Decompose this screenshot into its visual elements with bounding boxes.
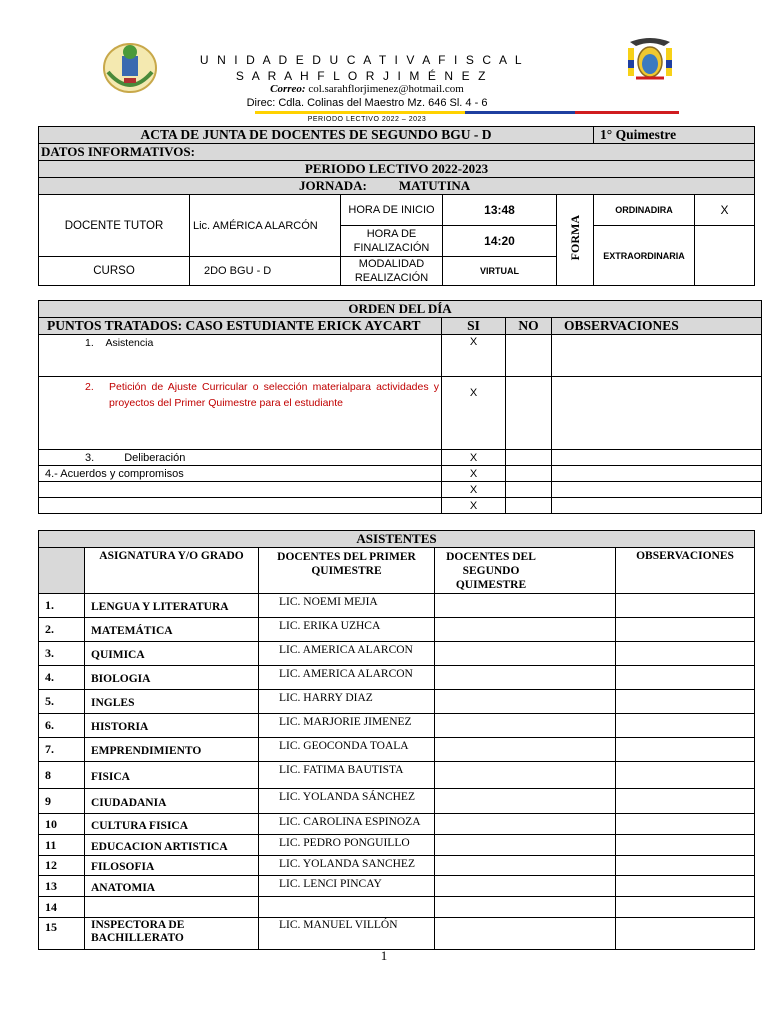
- orden-item-row: [39, 498, 762, 514]
- asistente-num: 15: [39, 918, 85, 950]
- asistente-docente-primer: LIC. MANUEL VILLÓN: [259, 918, 435, 950]
- orden-item-row: [39, 335, 762, 377]
- asistente-docente-primer: LIC. YOLANDA SÁNCHEZ: [259, 789, 435, 814]
- col-segundo: [435, 548, 616, 594]
- orden-item-obs: [552, 498, 762, 514]
- extraordinaria-mark: [695, 226, 755, 286]
- orden-item-obs: [552, 482, 762, 498]
- page-number: 1: [380, 948, 388, 963]
- asistente-asignatura: CULTURA FISICA: [85, 814, 259, 835]
- orden-item: [39, 482, 442, 498]
- asistente-docente-segundo: [435, 642, 616, 666]
- asistente-observacion: [616, 594, 755, 618]
- asistente-row: [39, 594, 755, 618]
- asistentes-title: ASISTENTES: [39, 531, 755, 548]
- periodo-lectivo: PERIODO LECTIVO 2022-2023: [39, 161, 755, 178]
- asistente-docente-primer: LIC. YOLANDA SANCHEZ: [259, 856, 435, 876]
- orden-item-num: 2.: [85, 381, 94, 393]
- asistente-num: 5.: [39, 690, 85, 714]
- orden-item-num: 4.-: [45, 467, 58, 480]
- datos-informativos: DATOS INFORMATIVOS:: [39, 144, 755, 161]
- asistentes-body: [39, 594, 755, 950]
- asistente-num: 10: [39, 814, 85, 835]
- asistente-docente-primer: LIC. MARJORIE JIMENEZ: [259, 714, 435, 738]
- asistente-row: [39, 666, 755, 690]
- asistente-docente-primer: LIC. ERIKA UZHCA: [259, 618, 435, 642]
- asistente-row: [39, 690, 755, 714]
- asistente-asignatura: HISTORIA: [85, 714, 259, 738]
- asistente-asignatura: EMPRENDIMIENTO: [85, 738, 259, 762]
- docente-tutor-value: Lic. AMÉRICA ALARCÓN: [190, 195, 341, 257]
- ordinaria-mark: X: [695, 195, 755, 226]
- school-name-line1: U N I D A D E D U C A T I V A F I S C A L: [199, 53, 525, 67]
- school-name-line2: S A R A H F L O R J I M É N E Z: [235, 69, 489, 83]
- orden-item-text: Asistencia: [105, 337, 154, 349]
- asistente-observacion: [616, 876, 755, 897]
- orden-item-row: [39, 466, 762, 482]
- asistente-docente-segundo: [435, 897, 616, 918]
- asistente-asignatura: QUIMICA: [85, 642, 259, 666]
- asistente-docente-segundo: [435, 594, 616, 618]
- asistente-num: 7.: [39, 738, 85, 762]
- orden-item-si: X: [442, 450, 506, 466]
- orden-item-obs: [552, 377, 762, 450]
- orden-item-row: [39, 377, 762, 450]
- col-obs: OBSERVACIONES: [616, 548, 755, 594]
- forma-label: FORMA: [567, 215, 582, 261]
- forma-cell: [557, 195, 594, 286]
- orden-item-row: [39, 482, 762, 498]
- asistente-docente-primer: LIC. LENCI PINCAY: [259, 876, 435, 897]
- asistente-asignatura: EDUCACION ARTISTICA: [85, 835, 259, 856]
- asistente-observacion: [616, 762, 755, 789]
- orden-item-si: X: [442, 482, 506, 498]
- orden-item-text: Acuerdos y compromisos: [60, 467, 184, 480]
- orden-item-obs: [552, 450, 762, 466]
- email-value: col.sarahflorjimenez@hotmail.com: [305, 83, 464, 95]
- asistente-num: 11: [39, 835, 85, 856]
- asistente-observacion: [616, 738, 755, 762]
- asistente-asignatura: ANATOMIA: [85, 876, 259, 897]
- asistente-num: 9: [39, 789, 85, 814]
- curso-label: CURSO: [39, 257, 190, 286]
- asistente-asignatura: MATEMÁTICA: [85, 618, 259, 642]
- asistente-row: [39, 876, 755, 897]
- asistente-docente-segundo: [435, 876, 616, 897]
- school-email: [0, 83, 734, 95]
- jornada-row: [39, 178, 755, 195]
- col-segundo-text: DOCENTES DEL SEGUNDO QUIMESTRE: [446, 551, 536, 591]
- asistente-row: [39, 918, 755, 950]
- asistente-docente-primer: LIC. NOEMI MEJIA: [259, 594, 435, 618]
- hora-inicio-value: 13:48: [443, 195, 557, 226]
- asistente-num: 14: [39, 897, 85, 918]
- asistente-asignatura: FISICA: [85, 762, 259, 789]
- orden-item-row: [39, 450, 762, 466]
- asistente-row: [39, 856, 755, 876]
- asistente-docente-segundo: [435, 714, 616, 738]
- orden-item-text: Petición de Ajuste Curricular o selección materialpara actividades y proyectos del Primer Quimestre para el estudiante: [109, 381, 439, 409]
- asistente-row: [39, 897, 755, 918]
- asistente-docente-segundo: [435, 666, 616, 690]
- asistente-docente-segundo: [435, 762, 616, 789]
- flag-stripe-blue: [465, 111, 575, 114]
- asistente-asignatura: INGLES: [85, 690, 259, 714]
- asistente-asignatura: INSPECTORA DE BACHILLERATO: [85, 918, 259, 950]
- acta-info-table: [38, 126, 755, 286]
- jornada-value: MATUTINA: [398, 178, 471, 193]
- asistente-docente-segundo: [435, 918, 616, 950]
- orden-title: ORDEN DEL DÍA: [39, 301, 762, 318]
- modalidad-label: MODALIDAD REALIZACIÓN: [341, 257, 443, 286]
- asistente-observacion: [616, 714, 755, 738]
- document-header: [0, 0, 768, 122]
- orden-item-no: [506, 377, 552, 450]
- asistente-asignatura: [85, 897, 259, 918]
- col-asignatura: ASIGNATURA Y/O GRADO: [85, 548, 259, 594]
- orden-item: [39, 466, 442, 482]
- asistente-row: [39, 714, 755, 738]
- asistente-docente-primer: LIC. HARRY DIAZ: [259, 690, 435, 714]
- asistente-asignatura: LENGUA Y LITERATURA: [85, 594, 259, 618]
- asistente-row: [39, 835, 755, 856]
- orden-item-si: X: [442, 335, 506, 377]
- asistente-observacion: [616, 835, 755, 856]
- asistente-observacion: [616, 666, 755, 690]
- orden-del-dia-table: [38, 300, 762, 514]
- asistente-docente-primer: [259, 897, 435, 918]
- asistente-row: [39, 618, 755, 642]
- asistente-num: 3.: [39, 642, 85, 666]
- asistente-row: [39, 814, 755, 835]
- orden-item: [39, 377, 442, 450]
- asistente-num: 12: [39, 856, 85, 876]
- docente-tutor-label: DOCENTE TUTOR: [39, 195, 190, 257]
- asistente-asignatura: CIUDADANIA: [85, 789, 259, 814]
- asistente-docente-primer: LIC. AMERICA ALARCON: [259, 642, 435, 666]
- orden-item-obs: [552, 466, 762, 482]
- asistente-docente-segundo: [435, 835, 616, 856]
- asistente-docente-segundo: [435, 618, 616, 642]
- asistente-docente-primer: LIC. FATIMA BAUTISTA: [259, 762, 435, 789]
- orden-item-no: [506, 335, 552, 377]
- extraordinaria-label: EXTRAORDINARIA: [594, 226, 695, 286]
- jornada-label: JORNADA:: [299, 178, 367, 193]
- asistente-row: [39, 642, 755, 666]
- asistente-num: 4.: [39, 666, 85, 690]
- periodo-small: PERIODO LECTIVO 2022 – 2023: [307, 116, 427, 123]
- asistente-asignatura: FILOSOFIA: [85, 856, 259, 876]
- orden-item-si: X: [442, 498, 506, 514]
- asistente-row: [39, 762, 755, 789]
- orden-item-num: 1.: [85, 337, 94, 349]
- orden-item-no: [506, 450, 552, 466]
- asistente-observacion: [616, 642, 755, 666]
- orden-item-no: [506, 498, 552, 514]
- asistente-num: 2.: [39, 618, 85, 642]
- asistente-docente-primer: LIC. GEOCONDA TOALA: [259, 738, 435, 762]
- orden-item-si: X: [442, 466, 506, 482]
- asistente-docente-segundo: [435, 690, 616, 714]
- asistente-observacion: [616, 814, 755, 835]
- asistente-observacion: [616, 690, 755, 714]
- quimestre-label: 1° Quimestre: [594, 127, 755, 144]
- asistente-docente-segundo: [435, 814, 616, 835]
- hora-fin-value: 14:20: [443, 226, 557, 257]
- modalidad-value: VIRTUAL: [443, 257, 557, 286]
- asistente-docente-segundo: [435, 856, 616, 876]
- si-header: SI: [442, 318, 506, 335]
- hora-inicio-label: HORA DE INICIO: [341, 195, 443, 226]
- orden-item-text: Deliberación: [124, 451, 186, 464]
- asistente-docente-primer: LIC. CAROLINA ESPINOZA: [259, 814, 435, 835]
- obs-header: OBSERVACIONES: [552, 318, 762, 335]
- asistente-docente-segundo: [435, 789, 616, 814]
- orden-item: [39, 335, 442, 377]
- school-address: Direc: Cdla. Colinas del Maestro Mz. 646 Sl. 4 - 6: [246, 97, 488, 109]
- asistente-observacion: [616, 897, 755, 918]
- curso-value: 2DO BGU - D: [190, 257, 341, 286]
- no-header: NO: [506, 318, 552, 335]
- hora-fin-label: HORA DE FINALIZACIÓN: [341, 226, 443, 257]
- email-label: Correo:: [270, 83, 306, 95]
- asistente-num: 1.: [39, 594, 85, 618]
- orden-item-si: X: [442, 377, 506, 450]
- flag-stripe-red: [575, 111, 679, 114]
- asistente-observacion: [616, 618, 755, 642]
- orden-item-no: [506, 466, 552, 482]
- asistente-docente-primer: LIC. AMERICA ALARCON: [259, 666, 435, 690]
- asistentes-table: [38, 530, 755, 950]
- asistente-row: [39, 789, 755, 814]
- asistente-observacion: [616, 856, 755, 876]
- asistentes-num-header: [39, 548, 85, 594]
- asistente-row: [39, 738, 755, 762]
- asistente-observacion: [616, 918, 755, 950]
- col-primer: DOCENTES DEL PRIMER QUIMESTRE: [259, 548, 435, 594]
- asistente-docente-primer: LIC. PEDRO PONGUILLO: [259, 835, 435, 856]
- orden-item: [39, 498, 442, 514]
- orden-item: [39, 450, 442, 466]
- flag-stripe-yellow: [255, 111, 465, 114]
- asistente-docente-segundo: [435, 738, 616, 762]
- asistente-num: 6.: [39, 714, 85, 738]
- puntos-header: PUNTOS TRATADOS: CASO ESTUDIANTE ERICK AYCART: [39, 318, 442, 335]
- orden-item-num: 3.: [85, 451, 95, 464]
- asistente-asignatura: BIOLOGIA: [85, 666, 259, 690]
- orden-item-no: [506, 482, 552, 498]
- asistente-num: 13: [39, 876, 85, 897]
- asistente-observacion: [616, 789, 755, 814]
- asistente-num: 8: [39, 762, 85, 789]
- orden-item-obs: [552, 335, 762, 377]
- ordinaria-label: ORDINADIRA: [594, 195, 695, 226]
- acta-title: ACTA DE JUNTA DE DOCENTES DE SEGUNDO BGU - D: [39, 127, 594, 144]
